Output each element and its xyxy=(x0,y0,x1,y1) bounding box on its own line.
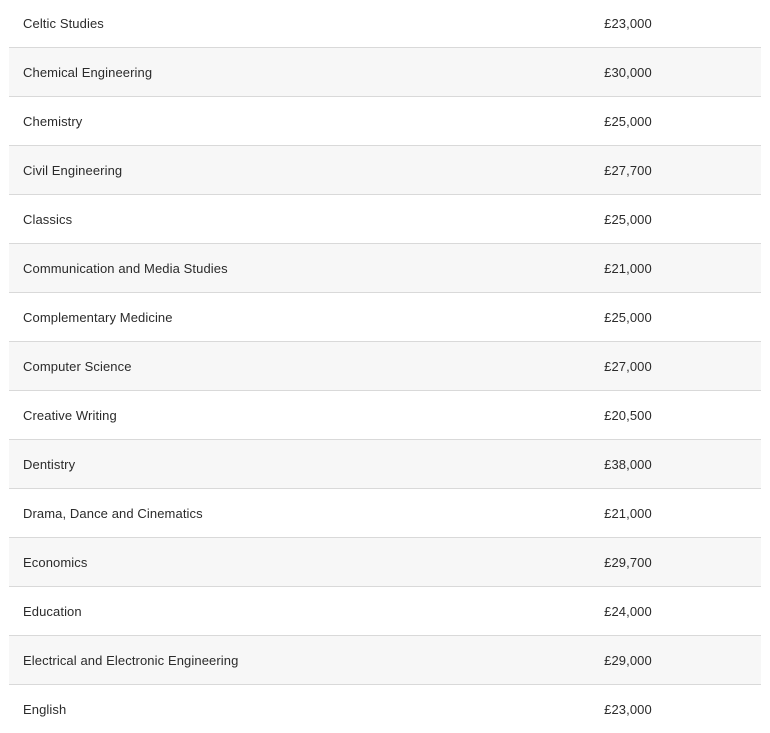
table-row xyxy=(9,685,761,733)
table-row xyxy=(9,97,761,146)
salary-cell: £20,500 xyxy=(604,407,652,423)
subject-cell: Civil Engineering xyxy=(23,162,123,178)
subject-cell: Electrical and Electronic Engineering xyxy=(23,652,239,668)
salary-table xyxy=(9,0,761,733)
salary-cell: £21,000 xyxy=(604,260,652,276)
salary-cell: £25,000 xyxy=(604,113,652,129)
subject-cell: Complementary Medicine xyxy=(23,309,173,325)
table-row xyxy=(9,146,761,195)
table-row xyxy=(9,391,761,440)
salary-cell: £27,000 xyxy=(604,358,652,374)
subject-cell: Celtic Studies xyxy=(23,15,104,31)
subject-cell: English xyxy=(23,701,67,717)
table-row xyxy=(9,636,761,685)
salary-cell: £23,000 xyxy=(604,701,652,717)
table-row xyxy=(9,48,761,97)
salary-cell: £38,000 xyxy=(604,456,652,472)
salary-cell: £27,700 xyxy=(604,162,652,178)
subject-cell: Economics xyxy=(23,554,88,570)
table-row xyxy=(9,587,761,636)
subject-cell: Communication and Media Studies xyxy=(23,260,228,276)
subject-cell: Education xyxy=(23,603,82,619)
salary-cell: £25,000 xyxy=(604,309,652,325)
subject-cell: Chemistry xyxy=(23,113,83,129)
subject-cell: Drama, Dance and Cinematics xyxy=(23,505,203,521)
salary-cell: £21,000 xyxy=(604,505,652,521)
subject-cell: Computer Science xyxy=(23,358,132,374)
salary-cell: £29,000 xyxy=(604,652,652,668)
subject-cell: Dentistry xyxy=(23,456,76,472)
subject-cell: Chemical Engineering xyxy=(23,64,153,80)
salary-cell: £29,700 xyxy=(604,554,652,570)
salary-cell: £30,000 xyxy=(604,64,652,80)
table-row xyxy=(9,342,761,391)
table-row xyxy=(9,0,761,48)
salary-cell: £25,000 xyxy=(604,211,652,227)
table-row xyxy=(9,538,761,587)
subject-cell: Classics xyxy=(23,211,73,227)
table-row xyxy=(9,293,761,342)
salary-cell: £24,000 xyxy=(604,603,652,619)
table-row xyxy=(9,489,761,538)
table-row xyxy=(9,195,761,244)
table-row xyxy=(9,440,761,489)
subject-cell: Creative Writing xyxy=(23,407,117,423)
table-row xyxy=(9,244,761,293)
salary-cell: £23,000 xyxy=(604,15,652,31)
